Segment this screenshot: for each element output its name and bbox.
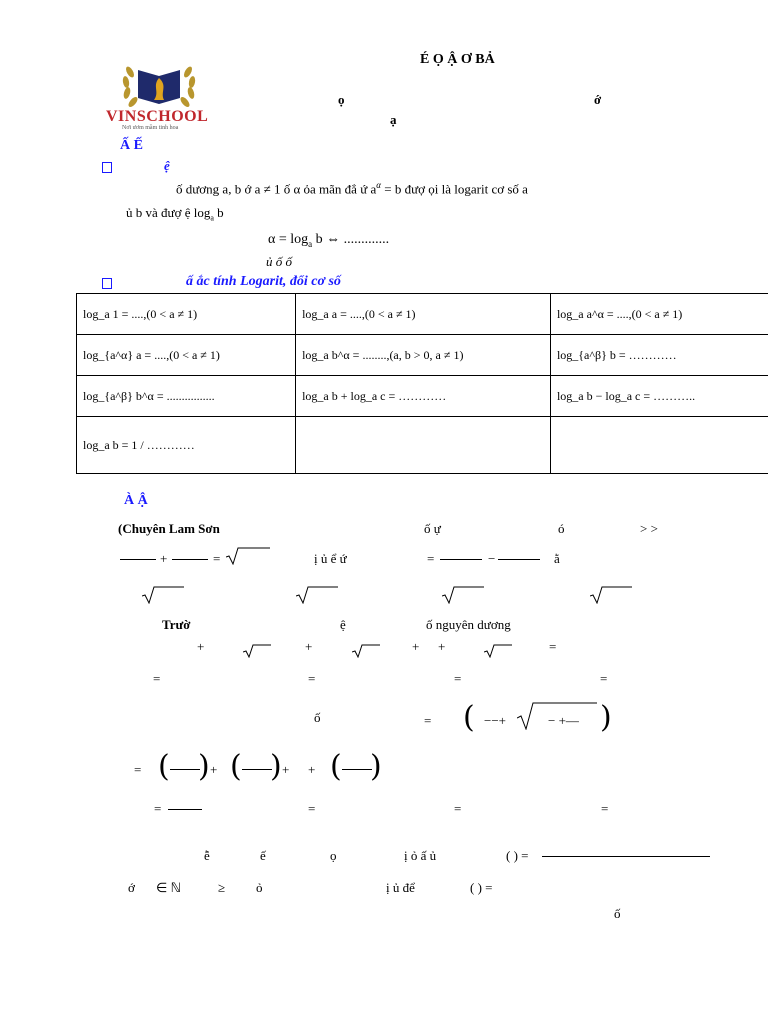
equals-sign: = [600, 671, 608, 686]
fraction-bar [172, 559, 208, 560]
equals-sign: = [549, 639, 557, 654]
fraction-bar [440, 559, 482, 560]
fraction-bar [168, 809, 202, 810]
definition-line-1: ố dương a, b ớ a ≠ 1 ố α ỏa mãn đẳ ứ $a^\alpha = b$ đượ ọi là logarit cơ số a [176, 180, 528, 197]
checkbox-icon [102, 162, 112, 173]
equals-sign: = [427, 551, 435, 566]
table-cell [550, 417, 768, 474]
formula-note: ủ ố ố [266, 254, 292, 269]
right-paren: ) [370, 749, 382, 784]
table-row [77, 294, 768, 335]
document-title: É Ọ Ậ Ơ BẢ [420, 52, 495, 67]
q1-inequality: > > [640, 521, 658, 536]
table-cell: log_a b^α = ........,(a, b > 0, a ≠ 1) [296, 335, 551, 376]
left-paren: ( [158, 749, 170, 784]
logo-tagline: Nơi ươm mầm tinh hoa [122, 125, 179, 131]
table-cell: log_{a^α} a = ....,(0 < a ≠ 1) [77, 335, 296, 376]
plus-sign: + [197, 639, 205, 654]
table-cell: log_a b = 1 / ………… [77, 417, 296, 474]
q1-text-a: ố ự [424, 521, 441, 536]
table-cell: log_a b − log_a c = ……….. [550, 376, 768, 417]
fraction-bar [498, 559, 540, 560]
equals-sign: = [601, 801, 609, 816]
q1-source: (Chuyên Lam Sơn [118, 521, 220, 536]
q3-text-d: ị ỏ ấ ủ [404, 848, 437, 863]
q3-line2-a: ớ [128, 880, 135, 895]
equals-sign: = [134, 762, 142, 777]
table-cell: log_{a^β} b = ………… [550, 335, 768, 376]
minus-sign: − [488, 551, 496, 566]
definition-line-2: ủ b và đượ ệ $\log_a b$ [126, 205, 224, 223]
table-cell: log_a b + log_a c = ………… [296, 376, 551, 417]
fraction-bar [120, 559, 156, 560]
plus-sign: + [160, 551, 168, 566]
logarithm-formula: $\alpha = \log_a b$ ⇔ ............. [268, 232, 390, 249]
q2-expression: −−+ [484, 713, 506, 728]
left-paren: ( [330, 749, 342, 784]
fraction-bar [342, 769, 372, 770]
q3-line2-f: ( ) = [470, 880, 493, 895]
q3-line2-c: ≥ [218, 880, 226, 895]
q3-line2-b: ∈ ℕ [156, 880, 181, 895]
log-properties-table [76, 293, 768, 474]
subtitle-2: ớ [594, 92, 602, 107]
left-paren: ( [463, 700, 475, 735]
plus-sign: + [210, 762, 218, 777]
table-row [77, 417, 768, 474]
section-a-heading: Ấ Ế [120, 138, 143, 153]
q3-text-a: ễ [204, 848, 210, 863]
plus-sign: + [282, 762, 290, 777]
equals-sign: = [454, 671, 462, 686]
q1-line2-end: ằ [554, 551, 560, 566]
equals-sign: = [424, 713, 432, 728]
right-paren: ) [198, 749, 210, 784]
right-paren: ) [270, 749, 282, 784]
q1-line2-text: ị ủ ể ứ [314, 551, 347, 566]
sqrt-icon [226, 547, 270, 561]
q3-line3: ố [614, 906, 621, 921]
sqrt-icon [296, 586, 338, 600]
equals-sign: = [213, 551, 221, 566]
table-row [77, 335, 768, 376]
checkbox-icon [102, 278, 112, 289]
q1-text-b: ó [558, 521, 565, 536]
table-cell: log_a 1 = ....,(0 < a ≠ 1) [77, 294, 296, 335]
q3-text-c: ọ [330, 848, 337, 863]
equals-sign: = [154, 801, 162, 816]
left-paren: ( [230, 749, 242, 784]
right-paren: ) [600, 700, 612, 735]
q2-source: Trườ [162, 617, 191, 632]
table-row [77, 376, 768, 417]
q2-text-a: ệ [340, 617, 346, 632]
item2-label: ấ ắc tính Logarit, đổi cơ số [186, 274, 341, 289]
q2-expression-2: − +— [548, 713, 579, 728]
table-cell: log_a a = ....,(0 < a ≠ 1) [296, 294, 551, 335]
fraction-bar [170, 769, 200, 770]
plus-sign: + [438, 639, 446, 654]
equals-sign: = [308, 671, 316, 686]
q2-text-b: ố nguyên dương [426, 617, 511, 632]
subtitle-3: ạ [390, 112, 397, 127]
fraction-bar [542, 856, 710, 857]
subtitle-1: ọ [338, 92, 345, 107]
sqrt-icon [442, 586, 484, 600]
logo-text: VINSCHOOL [106, 108, 209, 125]
section-b-heading: À Ậ [124, 493, 148, 508]
sqrt-icon [590, 586, 632, 600]
q3-function: ( ) = [506, 848, 529, 863]
sqrt-icon [243, 644, 271, 658]
q3-text-b: ế [260, 848, 266, 863]
q3-line2-d: ỏ [256, 880, 263, 895]
plus-sign: + [308, 762, 316, 777]
q3-line2-e: ị ủ để [386, 880, 415, 895]
vinschool-logo [100, 52, 218, 132]
plus-sign: + [412, 639, 420, 654]
equals-sign: = [454, 801, 462, 816]
table-cell: log_a a^α = ....,(0 < a ≠ 1) [550, 294, 768, 335]
sqrt-icon [484, 644, 512, 658]
table-cell [296, 417, 551, 474]
sqrt-icon [142, 586, 184, 600]
plus-sign: + [305, 639, 313, 654]
table-cell: log_{a^β} b^α = ................ [77, 376, 296, 417]
fraction-bar [242, 769, 272, 770]
item1-label: ệ [164, 158, 170, 173]
equals-sign: = [308, 801, 316, 816]
q2-so: ố [314, 710, 321, 725]
equals-sign: = [153, 671, 161, 686]
sqrt-icon [352, 644, 380, 658]
